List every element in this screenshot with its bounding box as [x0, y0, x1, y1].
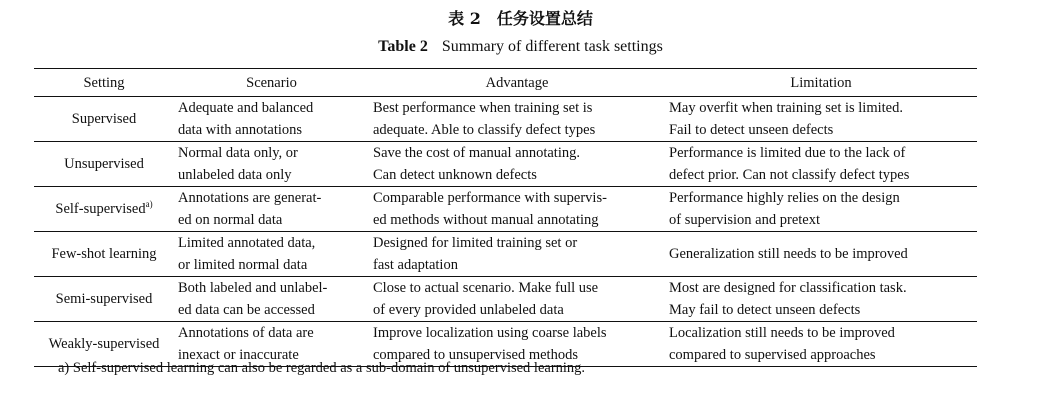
limitation-line: of supervision and pretext: [669, 212, 821, 228]
scenario-line: Limited annotated data,: [178, 235, 316, 251]
advantage-line: Comparable performance with supervis-: [373, 190, 607, 206]
advantage-line: Save the cost of manual annotating.: [373, 145, 580, 161]
cell-limitation: [665, 142, 977, 187]
scenario-line: or limited normal data: [178, 257, 308, 273]
header-setting: Setting: [83, 75, 125, 91]
advantage-line: Can detect unknown defects: [373, 167, 537, 183]
header-scenario: Scenario: [246, 75, 297, 91]
limitation-line: defect prior. Can not classify defect types: [669, 167, 910, 183]
setting-name: Weakly-supervised: [48, 336, 160, 352]
summary-table: [34, 68, 977, 367]
table-title: Summary of different task settings: [441, 38, 663, 55]
table-footnote: a) Self-supervised learning can also be regarded as a sub-domain of unsupervised learning.: [58, 360, 586, 376]
cell-scenario: [174, 97, 369, 142]
setting-name: Few-shot learning: [51, 246, 157, 262]
cell-limitation: [665, 322, 977, 367]
table-row: [34, 277, 977, 322]
scenario-line: Annotations of data are: [178, 325, 314, 341]
cell-scenario: [174, 187, 369, 232]
cell-setting: [34, 187, 174, 232]
table-row: [34, 97, 977, 142]
table-header-row: [34, 69, 977, 97]
header-advantage: Advantage: [485, 75, 549, 91]
summary-table-container: [34, 68, 977, 367]
scenario-line: ed data can be accessed: [178, 302, 315, 318]
limitation-line: Performance is limited due to the lack of: [669, 145, 906, 161]
footnote-marker: a): [145, 199, 153, 210]
limitation-line: Most are designed for classification task.: [669, 280, 907, 296]
table-caption-english: [0, 36, 1041, 58]
advantage-line: Best performance when training set is: [373, 100, 593, 116]
cell-setting: [34, 232, 174, 277]
table-body: [34, 97, 977, 367]
scenario-line: Annotations are generat-: [178, 190, 322, 206]
table-row: [34, 187, 977, 232]
setting-name: Self-supervised: [55, 201, 146, 217]
scenario-line: Both labeled and unlabel-: [178, 280, 328, 296]
cell-advantage: [369, 142, 665, 187]
advantage-line: compared to unsupervised methods: [373, 347, 578, 363]
scenario-line: unlabeled data only: [178, 167, 292, 183]
scenario-line: inexact or inaccurate: [178, 347, 299, 363]
cell-scenario: [174, 277, 369, 322]
advantage-line: Improve localization using coarse labels: [373, 325, 607, 341]
cell-limitation: [665, 277, 977, 322]
advantage-line: ed methods without manual annotating: [373, 212, 599, 228]
setting-name: Semi-supervised: [55, 291, 153, 307]
scenario-line: Adequate and balanced: [178, 100, 314, 116]
table-row: [34, 232, 977, 277]
limitation-line: compared to supervised approaches: [669, 347, 876, 363]
limitation-line: Performance highly relies on the design: [669, 190, 900, 206]
limitation-line: Localization still needs to be improved: [669, 325, 895, 341]
cell-setting: [34, 277, 174, 322]
table-label: Table 2: [378, 38, 428, 55]
scenario-line: data with annotations: [178, 122, 303, 138]
advantage-line: Close to actual scenario. Make full use: [373, 280, 599, 296]
scenario-line: Normal data only, or: [178, 145, 298, 161]
header-limitation: Limitation: [790, 75, 852, 91]
table-caption-chinese: 表 2 任务设置总结: [448, 9, 593, 28]
scenario-line: ed on normal data: [178, 212, 283, 228]
setting-name: Supervised: [71, 111, 137, 127]
cell-limitation: [665, 232, 977, 277]
limitation-line: May fail to detect unseen defects: [669, 302, 861, 318]
cell-setting: [34, 142, 174, 187]
cell-setting: [34, 97, 174, 142]
cell-scenario: [174, 142, 369, 187]
advantage-line: adequate. Able to classify defect types: [373, 122, 596, 138]
cell-advantage: [369, 97, 665, 142]
cell-limitation: [665, 187, 977, 232]
table-row: [34, 142, 977, 187]
advantage-line: Designed for limited training set or: [373, 235, 578, 251]
cell-scenario: [174, 232, 369, 277]
limitation-line: May overfit when training set is limited.: [669, 100, 903, 116]
advantage-line: of every provided unlabeled data: [373, 302, 564, 318]
cell-advantage: [369, 277, 665, 322]
limitation-line: Fail to detect unseen defects: [669, 122, 834, 138]
limitation-line: Generalization still needs to be improved: [669, 246, 908, 262]
cell-advantage: [369, 187, 665, 232]
cell-advantage: [369, 232, 665, 277]
setting-name: Unsupervised: [64, 156, 144, 172]
advantage-line: fast adaptation: [373, 257, 458, 273]
cell-limitation: [665, 97, 977, 142]
